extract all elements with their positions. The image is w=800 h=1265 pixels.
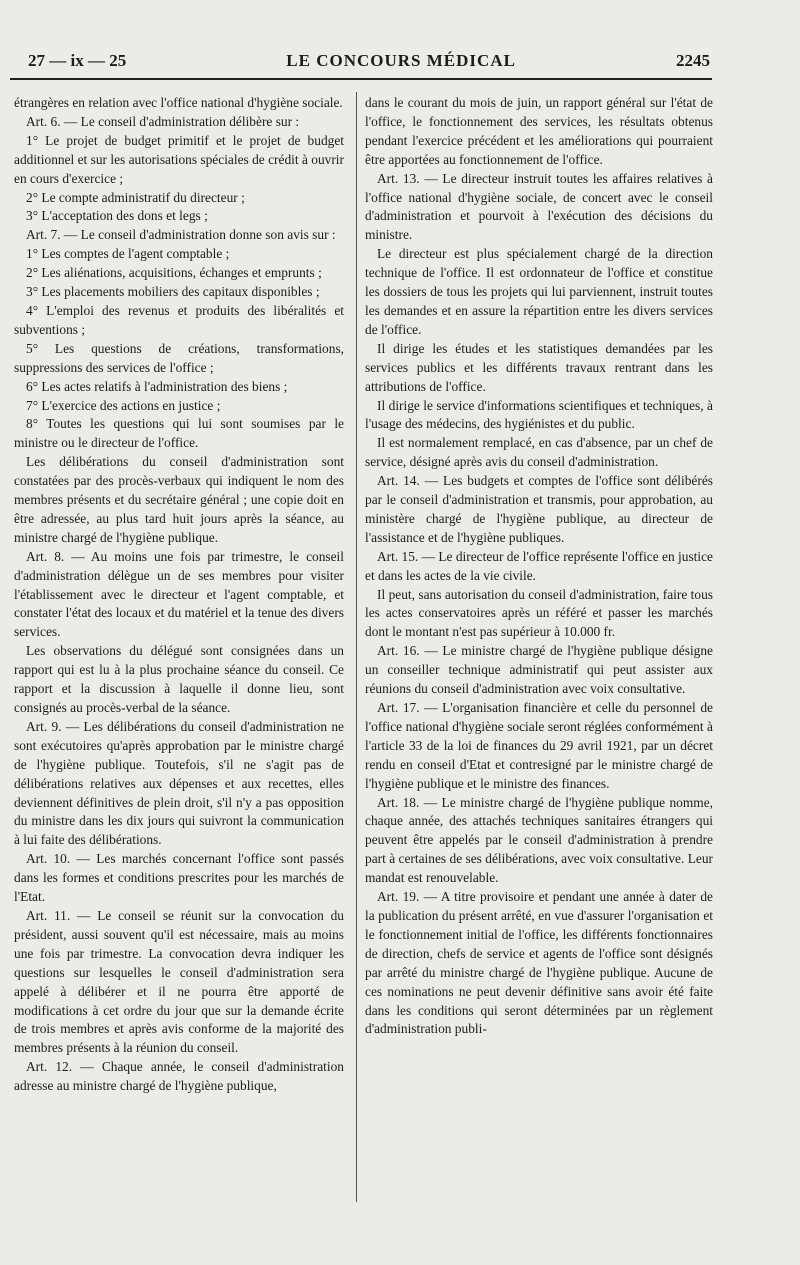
- paragraph: Art. 15. — Le directeur de l'office représente l'office en justice et dans les actes de la vie civile.: [365, 548, 713, 583]
- paragraph: Art. 17. — L'organisation financière et celle du personnel de l'office national d'hygiène sociale seront réglées conformément à l'article 33 de la loi de finances du 29 avril 1921, par un décret rendu en conseil d'Etat et contresigné par le ministre chargé de l'hygiène publique et le ministre des finances.: [365, 700, 713, 791]
- paragraph: Art. 18. — Le ministre chargé de l'hygiène publique nomme, chaque année, des attachés techniques sanitaires étrangers qui peuvent être appelés par le conseil d'administration à prendre part à certaines de ses délibérations, avec voix consultative. Leur mandat est renouvelable.: [365, 794, 713, 886]
- paragraph: Le directeur est plus spécialement chargé de la direction technique de l'office. Il est ordonnateur de l'office et constitue les dossiers de tous les projets qui lui parviennent, instruit toutes les demandes et en assure la répartition entre les divers services de l'office.: [365, 246, 713, 337]
- paragraph: 6° Les actes relatifs à l'administration des biens ;: [26, 378, 288, 394]
- page-number: 2245: [676, 51, 710, 70]
- paragraph: 3° L'acceptation des dons et legs ;: [26, 208, 208, 224]
- paragraph: 5° Les questions de créations, transformations, suppressions des services de l'office ;: [14, 340, 344, 375]
- paragraph: Il dirige les études et les statistiques demandées par les services publics et les différents travaux rentrant dans les attributions de l'office.: [365, 340, 713, 394]
- paragraph: 2° Le compte administratif du directeur ;: [26, 189, 245, 205]
- page-header: [28, 46, 710, 76]
- paragraph: Art. 9. — Les délibérations du conseil d'administration ne sont exécutoires qu'après approbation par le ministre chargé de l'hygiène publique. Toutefois, s'il ne s'agit pas de délibérations relatives aux dépenses et aux recettes, elles deviennent définitives de plein droit, s'il n'y a pas opposition du ministre dans les dix jours qui suivront la communication à lui faite des délibérations.: [14, 718, 344, 848]
- paragraph: étrangères en relation avec l'office national d'hygiène sociale.: [14, 95, 343, 110]
- paragraph: Il est normalement remplacé, en cas d'absence, par un chef de service, désigné après avis du conseil d'administration.: [365, 435, 713, 470]
- issue-date: 27 — ix — 25: [28, 51, 127, 70]
- paragraph: 1° Le projet de budget primitif et le projet de budget additionnel et sur les autorisations spéciales de crédit à ouvrir en cours d'exercice ;: [14, 132, 344, 186]
- paragraph: Art. 8. — Au moins une fois par trimestre, le conseil d'administration délègue un de ses membres pour visiter l'établissement avec le directeur et l'agent comptable, et constater l'état des locaux et du matériel et la tenue des divers services.: [14, 548, 344, 640]
- paragraph: Art. 11. — Le conseil se réunit sur la convocation du président, aussi souvent qu'il est nécessaire, mais au moins une fois par trimestre. La convocation devra indiquer les questions sur lesquelles le conseil d'administration sera appelé à délibérer et il ne pourra être apporté de modifications à cet ordre du jour que sur la demande écrite de trois membres et après avis conforme de la majorité des membres présents à la réunion du conseil.: [14, 907, 344, 1056]
- left-column: [14, 94, 344, 1096]
- paragraph: 2° Les aliénations, acquisitions, échanges et emprunts ;: [26, 265, 322, 281]
- paragraph: Art. 7. — Le conseil d'administration donne son avis sur :: [26, 227, 336, 243]
- paragraph: Les délibérations du conseil d'administration sont constatées par des procès-verbaux qui indiquent le nom des membres présents et du secrétaire général ; une copie doit en être adressée, au plus tard huit jours après la séance, au ministre chargé de l'hygiène publique.: [14, 454, 344, 545]
- right-column: [365, 94, 713, 1039]
- paragraph: Art. 13. — Le directeur instruit toutes les affaires relatives à l'office national d'hygiène sociale, de concert avec le conseil d'administration et pourvoit à l'exécution des décisions du ministre.: [365, 170, 713, 243]
- paragraph: 7° L'exercice des actions en justice ;: [26, 397, 221, 413]
- paragraph: Art. 14. — Les budgets et comptes de l'office sont délibérés par le conseil d'administration et transmis, pour approbation, au ministère chargé de l'hygiène publique, au directeur de l'assistance et de l'hygiène publiques.: [365, 473, 713, 545]
- paragraph: Les observations du délégué sont consignées dans un rapport qui est lu à la plus prochaine séance du conseil. Ce rapport et la discussion à laquelle il donne lieu, sont consignés au procès-verbal de la séance.: [14, 643, 344, 715]
- paragraph: Art. 6. — Le conseil d'administration délibère sur :: [26, 113, 300, 129]
- paragraph: 8° Toutes les questions qui lui sont soumises par le ministre ou le directeur de l'office.: [14, 416, 344, 451]
- column-divider: [356, 92, 357, 1202]
- paragraph: Il peut, sans autorisation du conseil d'administration, faire tous les actes conservatoires après un référé et passer les marchés dont le montant n'est pas supérieur à 10.000 fr.: [365, 586, 713, 640]
- paragraph: Art. 19. — A titre provisoire et pendant une année à dater de la publication du présent arrêté, en vue d'assurer l'organisation et le fonctionnement initial de l'office, les différents fonctionnaires de direction, chefs de service et agents de l'office sont désignés par arrêté du ministre chargé de l'hygiène publique. Aucune de ces nominations ne peut devenir définitive sans avoir été faite dans les conditions qui seront déterminées par un règlement d'administration publi-: [365, 889, 713, 1037]
- journal-title: LE CONCOURS MÉDICAL: [286, 51, 516, 70]
- header-rule: [10, 78, 712, 80]
- paragraph: 4° L'emploi des revenus et produits des libéralités et subventions ;: [14, 302, 344, 337]
- paragraph: Il dirige le service d'informations scientifiques et techniques, à l'usage des médecins, des hygiénistes et du public.: [365, 397, 713, 432]
- paragraph: dans le courant du mois de juin, un rapport général sur l'état de l'office, le fonctionnement des services, les résultats obtenus pendant l'exercice précédent et les améliorations qui pourraient être apportées au fonctionnement de l'office.: [365, 95, 713, 167]
- paragraph: 3° Les placements mobiliers des capitaux disponibles ;: [26, 284, 320, 300]
- paragraph: Art. 12. — Chaque année, le conseil d'administration adresse au ministre chargé de l'hygiène publique,: [14, 1059, 344, 1094]
- paragraph: 1° Les comptes de l'agent comptable ;: [26, 246, 230, 262]
- paragraph: Art. 10. — Les marchés concernant l'office sont passés dans les formes et conditions prescrites pour les marchés de l'Etat.: [14, 851, 344, 905]
- paragraph: Art. 16. — Le ministre chargé de l'hygiène publique désigne un conseiller technique administratif qui peut assister aux réunions du conseil d'administration avec voix consultative.: [365, 643, 713, 697]
